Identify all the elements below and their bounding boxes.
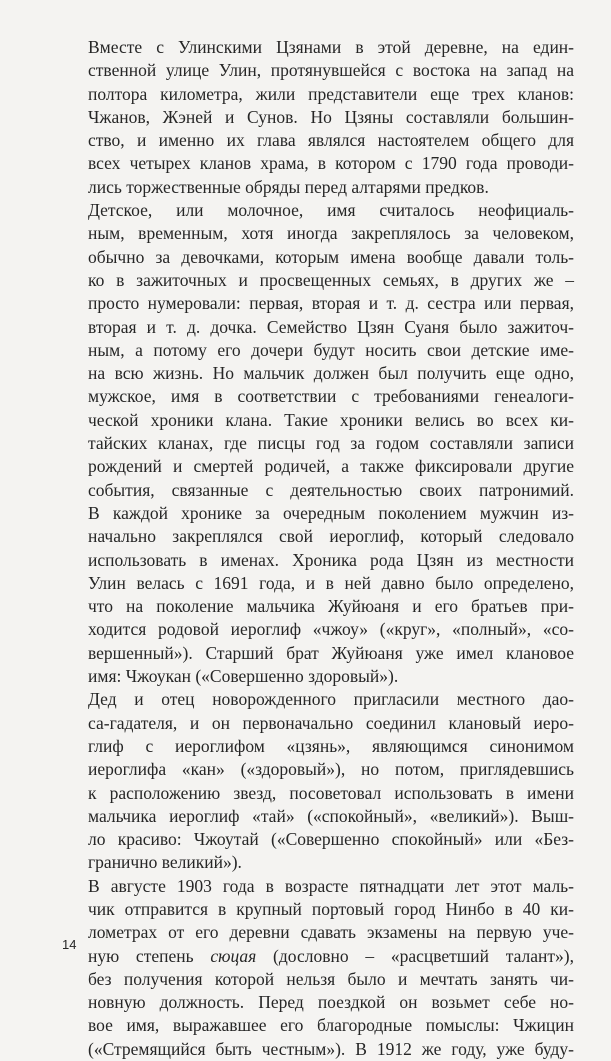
text-line: Улин велась с 1691 года, и в ней давно было определено,: [88, 572, 574, 593]
text-line: рождений и смертей родичей, а также фиксировали другие: [88, 456, 574, 477]
text-line: Дед и отец новорожденного пригласили местного дао-: [88, 689, 574, 710]
text-line: всех четырех кланов храма, в котором с 1790 года проводи-: [88, 153, 574, 174]
text-line: гранично великий»).: [88, 852, 242, 873]
text-line: В августе 1903 года в возрасте пятнадцати лет этот маль-: [88, 875, 574, 896]
text-line: мальчика иероглиф «тай» («спокойный», «великий»). Выш-: [88, 805, 574, 826]
text-line: ло красиво: Чжоутай («Совершенно спокойный» или «Без-: [88, 829, 574, 850]
page-number: 14: [62, 937, 77, 952]
text-line: что на поколение мальчика Жуйюаня и его братьев при-: [88, 596, 574, 617]
text-line: ственной улице Улин, протянувшейся с востока на запад на: [88, 60, 574, 81]
text-line: глиф с иероглифом «цзянь», являющимся синонимом: [88, 735, 574, 756]
paragraph-3: [62, 688, 574, 874]
text-line: лометрах от его деревни сдавать экзамены на первую уче-: [88, 922, 574, 943]
text-line: Вместе с Улинскими Цзянами в этой деревне, на един-: [88, 37, 574, 57]
text-line: вершенный»). Старший брат Жуйюаня уже имел клановое: [88, 642, 574, 663]
text-line: Чжанов, Жэней и Сунов. Но Цзяны составляли большин-: [88, 106, 574, 127]
text-line: без получения которой нельзя было и мечтать занять чи-: [88, 968, 574, 989]
text-line: полтора километра, жили представители еще трех кланов:: [88, 83, 574, 104]
text-line: начально закреплялся свой иероглиф, который следовало: [88, 526, 574, 547]
paragraph-2: [62, 199, 574, 688]
text-line: события, связанные с деятельностью своих патронимий.: [88, 479, 574, 500]
text-line: тайских кланах, где писцы год за годом составляли записи: [88, 433, 574, 454]
text-line: ным, а потому его дочери будут носить свои детские име-: [88, 339, 574, 360]
text-line: («Стремящийся быть честным»). В 1912 же году, уже буду-: [88, 1038, 574, 1059]
text-line: новную должность. Перед поездкой он возьмет себе но-: [88, 992, 574, 1013]
body-text: [62, 36, 574, 1061]
text-line: чик отправится в крупный портовый город Нинбо в 40 ки-: [88, 898, 574, 919]
text-line: к расположению звезд, посоветовал использовать в имени: [88, 782, 574, 803]
text-line: ство, и именно их глава являлся настоятелем общего для: [88, 130, 574, 151]
text-line: использовать в именах. Хроника рода Цзян из местности: [88, 549, 574, 570]
text-line: Детское, или молочное, имя считалось неофициаль-: [88, 200, 574, 221]
text-line: са-гадателя, и он первоначально соединил клановый иеро-: [88, 712, 574, 733]
text-line: ческой хроники клана. Такие хроники велись во всех ки-: [88, 409, 574, 430]
text-line: ную степень сюцая (дословно – «расцветший талант»),: [88, 945, 574, 966]
text-line: лись торжественные обряды перед алтарями предков.: [88, 176, 489, 197]
text-line: имя: Чжоукан («Совершенно здоровый»).: [88, 666, 399, 687]
text-line: вое имя, выражавшее его благородные помыслы: Чжицин: [88, 1015, 574, 1036]
text-line: мужское, имя в соответствии с требованиями генеалоги-: [88, 386, 574, 407]
text-line: на всю жизнь. Но мальчик должен был получить еще одно,: [88, 363, 574, 384]
text-line: В каждой хронике за очередным поколением мужчин из-: [88, 502, 574, 523]
paragraph-1: [62, 36, 574, 199]
text-line: ко в зажиточных и просвещенных семьях, в других же –: [88, 269, 574, 290]
paragraph-4: [62, 875, 574, 1061]
text-line: просто нумеровали: первая, вторая и т. д. сестра или первая,: [88, 293, 574, 314]
text-line: обычно за девочками, которым имена вообще давали толь-: [88, 246, 574, 267]
text-line: ходится родовой иероглиф «чжоу» («круг», «полный», «со-: [88, 619, 574, 640]
text-line: вторая и т. д. дочка. Семейство Цзян Суаня было зажиточ-: [88, 316, 574, 337]
text-line: ным, временным, хотя иногда закреплялось за человеком,: [88, 223, 574, 244]
text-line: иероглифа «кан» («здоровый»), но потом, приглядевшись: [88, 759, 574, 780]
